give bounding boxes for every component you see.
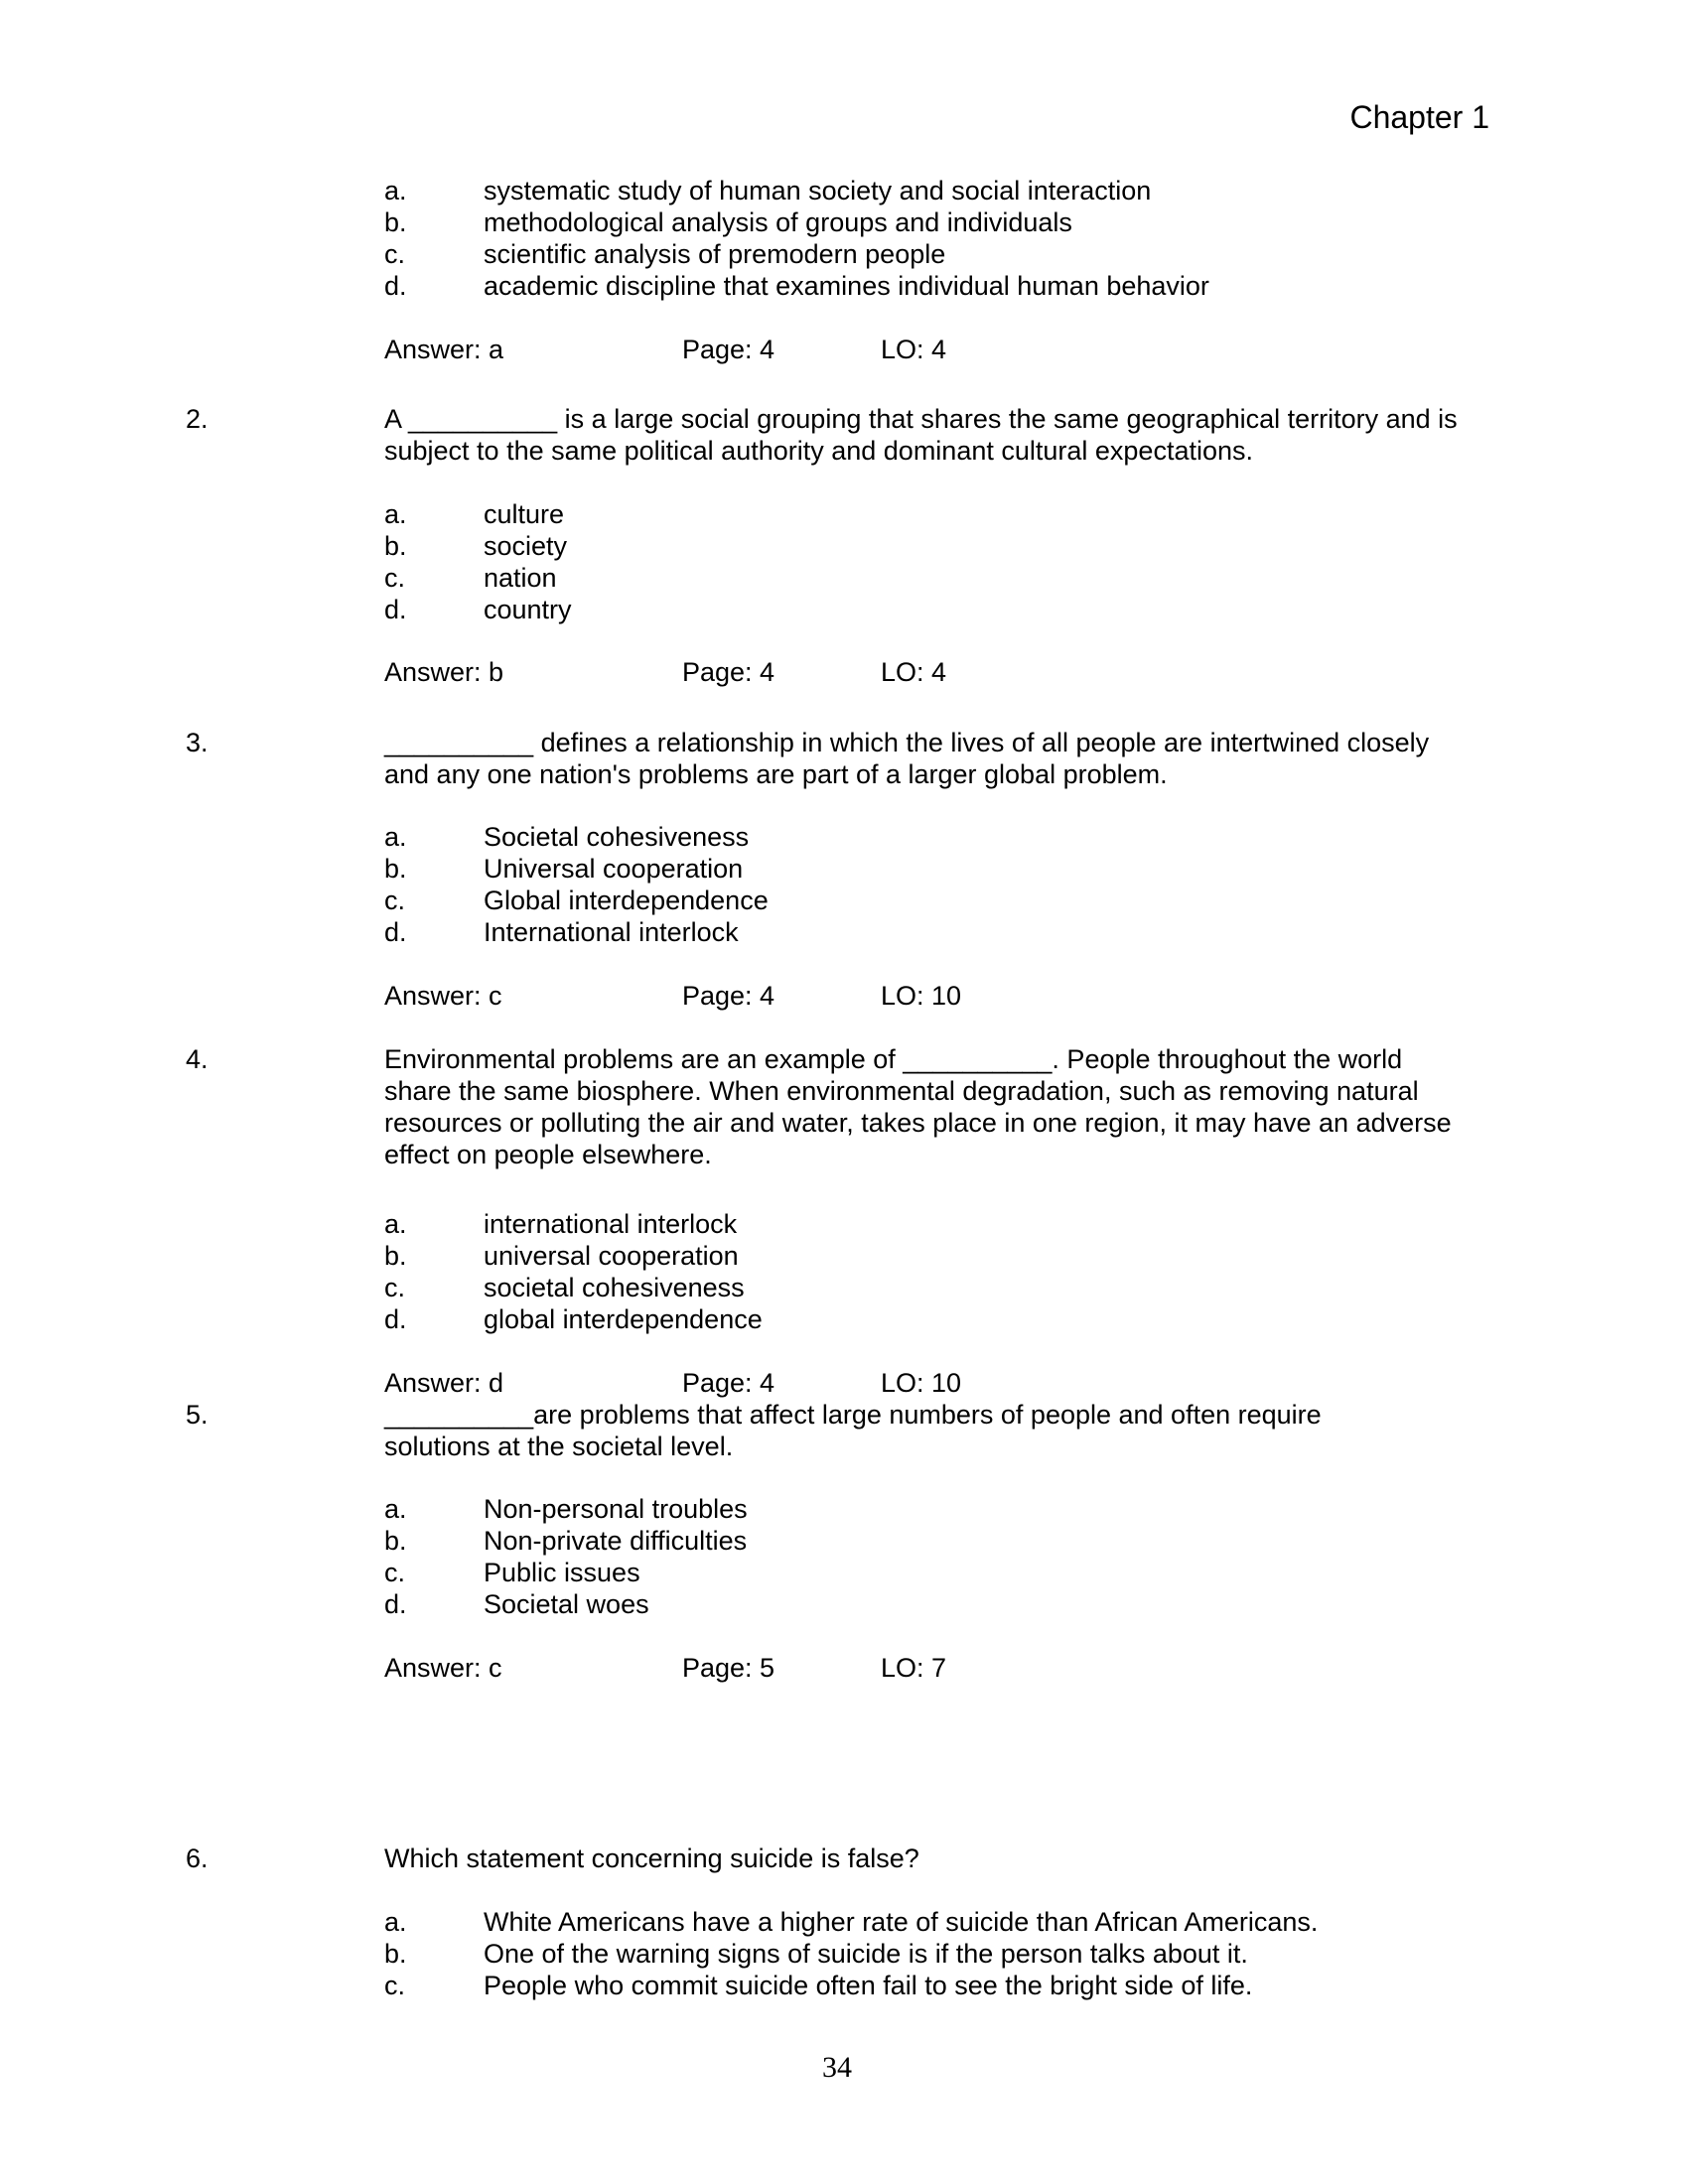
page-ref: Page: 4 [682, 335, 775, 364]
option-letter: a. [384, 1907, 407, 1937]
option-letter: a. [384, 822, 407, 852]
option-letter: c. [384, 1558, 406, 1587]
question-stem-line: Environmental problems are an example of __________. People throughout the world [384, 1044, 1403, 1074]
question-stem-line: solutions at the societal level. [384, 1432, 734, 1461]
question-stem-line: effect on people elsewhere. [384, 1140, 712, 1169]
option-text: country [484, 595, 572, 624]
answer-label: Answer: b [384, 657, 504, 687]
question-stem-line: and any one nation's problems are part of a larger global problem. [384, 759, 1168, 789]
question-number: 4. [186, 1044, 209, 1074]
question-number: 6. [186, 1843, 209, 1873]
lo-ref: LO: 4 [881, 657, 947, 687]
option-letter: a. [384, 499, 407, 529]
option-text: systematic study of human society and social interaction [484, 176, 1152, 205]
answer-label: Answer: c [384, 981, 502, 1011]
option-letter: a. [384, 1209, 407, 1239]
option-text: Societal cohesiveness [484, 822, 750, 852]
page-number: 34 [822, 2051, 852, 2084]
option-letter: b. [384, 1526, 407, 1556]
option-letter: b. [384, 1939, 407, 1969]
option-text: scientific analysis of premodern people [484, 239, 946, 269]
question-stem-line: Which statement concerning suicide is false? [384, 1843, 919, 1873]
question-stem-line: resources or polluting the air and water, takes place in one region, it may have an adverse [384, 1108, 1452, 1138]
option-text: international interlock [484, 1209, 738, 1239]
option-text: White Americans have a higher rate of suicide than African Americans. [484, 1907, 1319, 1937]
option-letter: d. [384, 595, 407, 624]
question-number: 5. [186, 1400, 209, 1430]
option-text: Non-personal troubles [484, 1494, 748, 1524]
page-ref: Page: 4 [682, 981, 775, 1011]
option-text: International interlock [484, 917, 739, 947]
option-letter: d. [384, 1304, 407, 1334]
lo-ref: LO: 7 [881, 1653, 947, 1683]
question-stem-line: subject to the same political authority and dominant cultural expectations. [384, 436, 1253, 466]
option-text: Societal woes [484, 1589, 649, 1619]
option-text: Public issues [484, 1558, 640, 1587]
option-letter: b. [384, 1241, 407, 1271]
page-ref: Page: 4 [682, 1368, 775, 1398]
option-text: People who commit suicide often fail to see the bright side of life. [484, 1971, 1253, 2000]
option-letter: d. [384, 1589, 407, 1619]
question-stem-line: share the same biosphere. When environmental degradation, such as removing natural [384, 1076, 1419, 1106]
option-text: global interdependence [484, 1304, 763, 1334]
option-letter: b. [384, 207, 407, 237]
lo-ref: LO: 10 [881, 981, 962, 1011]
option-letter: c. [384, 239, 406, 269]
page-ref: Page: 5 [682, 1653, 775, 1683]
question-number: 3. [186, 728, 209, 757]
option-text: societal cohesiveness [484, 1273, 745, 1302]
option-text: academic discipline that examines individual human behavior [484, 271, 1209, 301]
option-text: universal cooperation [484, 1241, 739, 1271]
option-text: Global interdependence [484, 886, 769, 915]
question-stem-line: __________ defines a relationship in which the lives of all people are intertwined closely [384, 728, 1430, 757]
option-letter: a. [384, 1494, 407, 1524]
option-letter: d. [384, 271, 407, 301]
option-text: methodological analysis of groups and individuals [484, 207, 1072, 237]
chapter-header: Chapter 1 [1349, 99, 1489, 135]
option-text: One of the warning signs of suicide is if the person talks about it. [484, 1939, 1248, 1969]
option-text: Universal cooperation [484, 854, 744, 884]
question-stem-line: __________are problems that affect large numbers of people and often require [384, 1400, 1322, 1430]
option-letter: b. [384, 854, 407, 884]
page-ref: Page: 4 [682, 657, 775, 687]
question-number: 2. [186, 404, 209, 434]
option-letter: a. [384, 176, 407, 205]
answer-label: Answer: d [384, 1368, 504, 1398]
answer-label: Answer: c [384, 1653, 502, 1683]
lo-ref: LO: 10 [881, 1368, 962, 1398]
answer-label: Answer: a [384, 335, 504, 364]
option-letter: c. [384, 563, 406, 593]
option-letter: b. [384, 531, 407, 561]
option-text: nation [484, 563, 557, 593]
lo-ref: LO: 4 [881, 335, 947, 364]
option-text: culture [484, 499, 565, 529]
option-text: society [484, 531, 568, 561]
option-letter: c. [384, 1971, 406, 2000]
option-text: Non-private difficulties [484, 1526, 748, 1556]
option-letter: c. [384, 1273, 406, 1302]
option-letter: c. [384, 886, 406, 915]
question-stem-line: A __________ is a large social grouping that shares the same geographical territory and is [384, 404, 1458, 434]
option-letter: d. [384, 917, 407, 947]
